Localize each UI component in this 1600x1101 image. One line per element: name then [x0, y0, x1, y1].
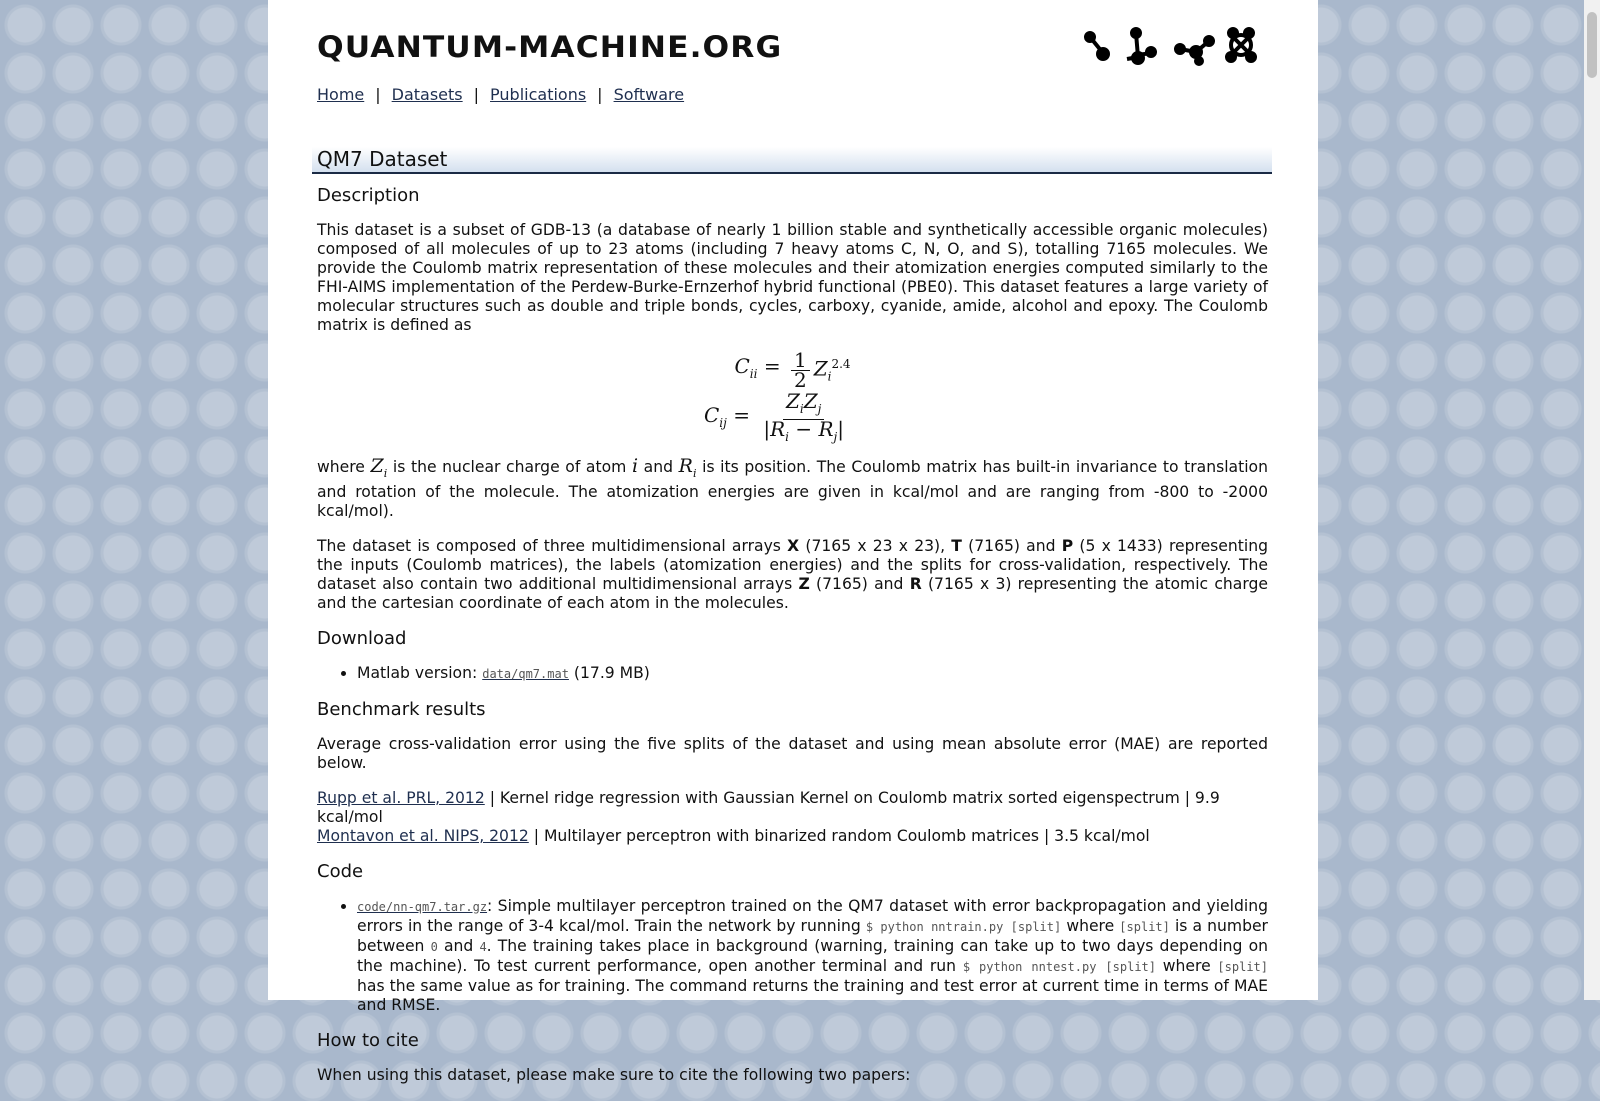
page-container: [268, 0, 1318, 1084]
page-title: QM7 Dataset: [317, 147, 448, 171]
description-paragraph-2: where $Z_i$ is the nuclear charge of atom i and $R_i$ is its position. The Coulomb matrix has built-in invariance to translation and rotation of the molecule. The atomization energies are given in kcal/mol and are ranging from -800 to -2000 kcal/mol).: [317, 455, 1268, 520]
download-list: [317, 664, 1268, 684]
main-nav: [317, 85, 684, 104]
molecule-logo-icons: [1083, 25, 1273, 70]
nav-software[interactable]: Software: [613, 85, 685, 104]
benchmark-link-montavon[interactable]: Montavon et al. NIPS, 2012: [317, 826, 529, 845]
download-link[interactable]: data/qm7.mat: [482, 666, 569, 681]
site-title[interactable]: QUANTUM-MACHINE.ORG: [317, 30, 783, 64]
coulomb-matrix-formula: $C_{ii}$ = $\frac{1}{2}$ $Z_i^{2.4}$ $C_{ij}$ = $\frac{Z_iZ_j}{|R_i - R_j|}$: [703, 348, 851, 444]
scrollbar-thumb[interactable]: [1587, 12, 1597, 78]
nav-separator: |: [473, 85, 480, 104]
cite-heading: How to cite: [317, 1029, 419, 1051]
page-title-bar: [312, 147, 1272, 174]
nav-separator: |: [375, 85, 381, 104]
code-download-link[interactable]: code/nn-qm7.tar.gz: [357, 899, 488, 914]
nav-publications[interactable]: Publications: [490, 85, 587, 104]
list-item: • Matlab version: data/qm7.mat (17.9 MB): [357, 664, 1268, 684]
description-heading: Description: [317, 185, 420, 206]
benchmark-heading: Benchmark results: [317, 698, 486, 720]
benchmark-link-rupp[interactable]: Rupp et al. PRL, 2012: [317, 788, 485, 807]
benchmark-results: Rupp et al. PRL, 2012 | Kernel ridge regression with Gaussian Kernel on Coulomb matrix sorted eigenspectrum | 9.9 kcal/mol Montavon et al. NIPS, 2012 | Multilayer perceptron with binarized random Coulomb matrices | 3.5 kcal/mol: [317, 788, 1220, 845]
nav-datasets[interactable]: Datasets: [391, 85, 463, 104]
description-paragraph-3: The dataset is composed of three multidimensional arrays X (7165 x 23 x 23), T (7165) and P (5 x 1433) representing the inputs (Coulomb matrices), the labels (atomization energies) and the splits for cross-validation, respectively. The dataset also contain two additional multidimensional arrays Z (7165) and R (7165 x 3) representing the atomic charge and the cartesian coordinate of each atom in the molecules.: [317, 536, 1269, 612]
nav-home[interactable]: Home: [317, 85, 365, 104]
code-list: [317, 897, 1268, 1015]
list-item: • code/nn-qm7.tar.gz: Simple multilayer perceptron trained on the QM7 dataset with error backpropagation and yielding errors in the range of 3-4 kcal/mol. Train the network by running $ python nntrain.py [split] where [split] is a number between 0 and 4. The training takes place in background (warning, training can take up to two days depending on the machine). To test current performance, open another terminal and run $ python nntest.py [split] where [split] has the same value as for training. The command returns the training and test error at current time in terms of MAE and RMSE.: [357, 897, 1268, 1015]
cite-intro: When using this dataset, please make sure to cite the following two papers:: [317, 1065, 911, 1084]
code-heading: Code: [317, 860, 364, 882]
nav-separator: |: [597, 85, 603, 104]
download-heading: Download: [317, 627, 407, 649]
description-paragraph: This dataset is a subset of GDB-13 (a database of nearly 1 billion stable and synthetically accessible organic molecules) composed of all molecules of up to 23 atoms (including 7 heavy atoms C, N, O, and S), totalling 7165 molecules. We provide the Coulomb matrix representation of these molecules and their atomization energies computed similarly to the FHI-AIMS implementation of the Perdew-Burke-Ernzerhof hybrid functional (PBE0). This dataset features a large variety of molecular structures such as double and triple bonds, cycles, carboxy, cyanide, amide, alcohol and epoxy. The Coulomb matrix is defined as: [317, 221, 1268, 334]
main-content: [317, 186, 1268, 1101]
benchmark-intro: Average cross-validation error using the five splits of the dataset and using mean absolute error (MAE) are reported below.: [317, 734, 1268, 772]
scrollbar-track[interactable]: [1584, 0, 1600, 1000]
